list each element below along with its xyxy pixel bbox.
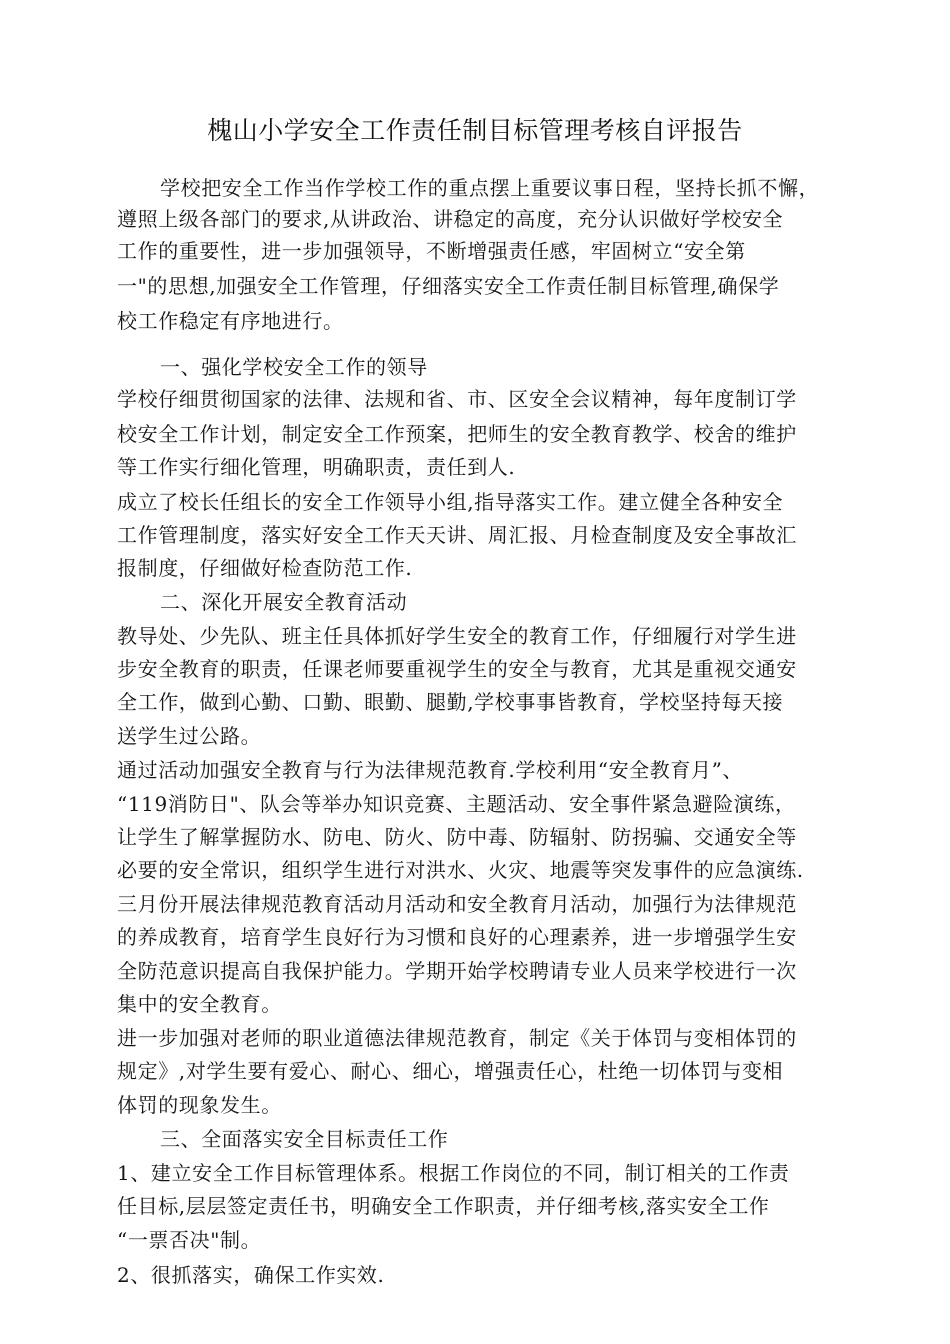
section-heading-3: 三、全面落实安全目标责任工作	[160, 1127, 449, 1151]
paragraph-line: 工作的重要性，进一步加强领导，不断增强责任感，牢固树立“安全第	[117, 239, 746, 263]
paragraph-line: 教导处、少先队、班主任具体抓好学生安全的教育工作，仔细履行对学生进	[117, 624, 797, 648]
document-title: 槐山小学安全工作责任制目标管理考核自评报告	[207, 116, 743, 145]
paragraph-line: 体罚的现象发生。	[117, 1093, 282, 1117]
section-heading-1: 一、强化学校安全工作的领导	[160, 355, 428, 379]
paragraph-line: 工作管理制度，落实好安全工作天天讲、周汇报、月检查制度及安全事故汇	[117, 523, 797, 547]
paragraph-line: 学校仔细贯彻国家的法律、法规和省、市、区安全会议精神，每年度制订学	[117, 387, 797, 411]
paragraph-line: 步安全教育的职责，任课老师要重视学生的安全与教育，尤其是重视交通安	[117, 657, 797, 681]
paragraph-line: 让学生了解掌握防水、防电、防火、防中毒、防辐射、防拐骗、交通安全等	[117, 825, 797, 849]
paragraph-line: 校安全工作计划，制定安全工作预案，把师生的安全教育教学、校舍的维护	[117, 422, 797, 446]
paragraph-line: 集中的安全教育。	[117, 992, 282, 1016]
paragraph-line: 等工作实行细化管理，明确职责，责任到人.	[117, 455, 516, 479]
paragraph-line: “119消防日"、队会等举办知识竞赛、主题活动、安全事件紧急避险演练，	[117, 792, 796, 816]
paragraph-line: 报制度，仔细做好检查防范工作.	[117, 556, 413, 580]
section-heading-2: 二、深化开展安全教育活动	[160, 590, 408, 614]
paragraph-line: 校工作稳定有序地进行。	[117, 309, 344, 333]
paragraph-line: 通过活动加强安全教育与行为法律规范教育.学校利用“安全教育月”、	[117, 758, 744, 782]
paragraph-line: 送学生过公路。	[117, 724, 262, 748]
paragraph-line: 遵照上级各部门的要求,从讲政治、讲稳定的高度，充分认识做好学校安全	[117, 207, 784, 231]
paragraph-line: 1、建立安全工作目标管理体系。根据工作岗位的不同，制订相关的工作责	[117, 1161, 790, 1185]
paragraph-line: “一票否决"制。	[117, 1228, 262, 1252]
paragraph-line: 任目标,层层签定责任书，明确安全工作职责，并仔细考核,落实安全工作	[117, 1194, 770, 1218]
paragraph-line: 2、很抓落实，确保工作实效.	[117, 1263, 385, 1287]
paragraph-line: 规定》,对学生要有爱心、耐心、细心，增强责任心，杜绝一切体罚与变相	[117, 1059, 784, 1083]
paragraph-line: 学校把安全工作当作学校工作的重点摆上重要议事日程，坚持长抓不懈，	[160, 176, 820, 200]
paragraph-line: 进一步加强对老师的职业道德法律规范教育，制定《关于体罚与变相体罚的	[117, 1026, 797, 1050]
paragraph-line: 一"的思想,加强安全工作管理，仔细落实安全工作责任制目标管理,确保学	[117, 274, 780, 298]
paragraph-line: 全防范意识提高自我保护能力。学期开始学校聘请专业人员来学校进行一次	[117, 959, 797, 983]
paragraph-line: 三月份开展法律规范教育活动月活动和安全教育月活动，加强行为法律规范	[117, 892, 797, 916]
paragraph-line: 必要的安全常识，组织学生进行对洪水、火灾、地震等突发事件的应急演练.	[117, 858, 804, 882]
paragraph-line: 全工作，做到心勤、口勤、眼勤、腿勤,学校事事皆教育，学校坚持每天接	[117, 690, 784, 714]
paragraph-line: 成立了校长任组长的安全工作领导小组,指导落实工作。建立健全各种安全	[117, 490, 784, 514]
paragraph-line: 的养成教育，培育学生良好行为习惯和良好的心理素养，进一步增强学生安	[117, 925, 797, 949]
